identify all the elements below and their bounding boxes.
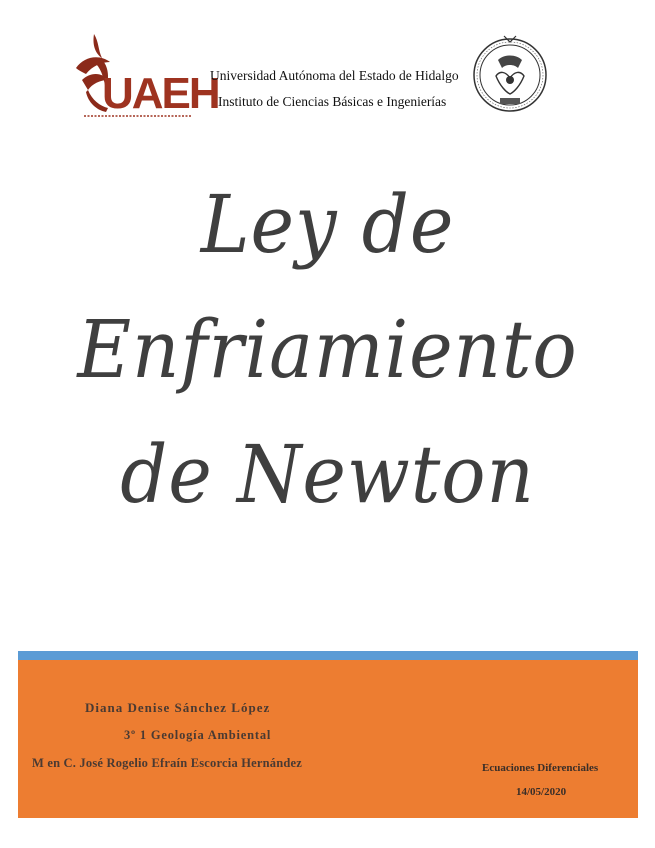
author-name: Diana Denise Sánchez López (85, 700, 271, 715)
institute-name: Instituto de Ciencias Básicas e Ingenierías (218, 94, 447, 109)
university-name: Universidad Autónoma del Estado de Hidalgo (210, 68, 459, 83)
uaeh-logo (62, 28, 219, 120)
accent-stripe (18, 651, 638, 660)
group-label: 3º 1 Geología Ambiental (124, 728, 272, 742)
institute-seal-icon (470, 34, 550, 116)
cover-header (0, 28, 655, 128)
subject-label: Ecuaciones Diferenciales (482, 762, 599, 774)
uaeh-logo-text: UAEH (102, 69, 219, 118)
teacher-name: M en C. José Rogelio Efraín Escorcia Hernández (32, 756, 303, 770)
title-line-2: Enfriamiento (77, 303, 578, 396)
title-line-3: de Newton (120, 428, 535, 521)
title-line-1: Ley de (200, 178, 455, 271)
date-label: 14/05/2020 (516, 786, 567, 798)
